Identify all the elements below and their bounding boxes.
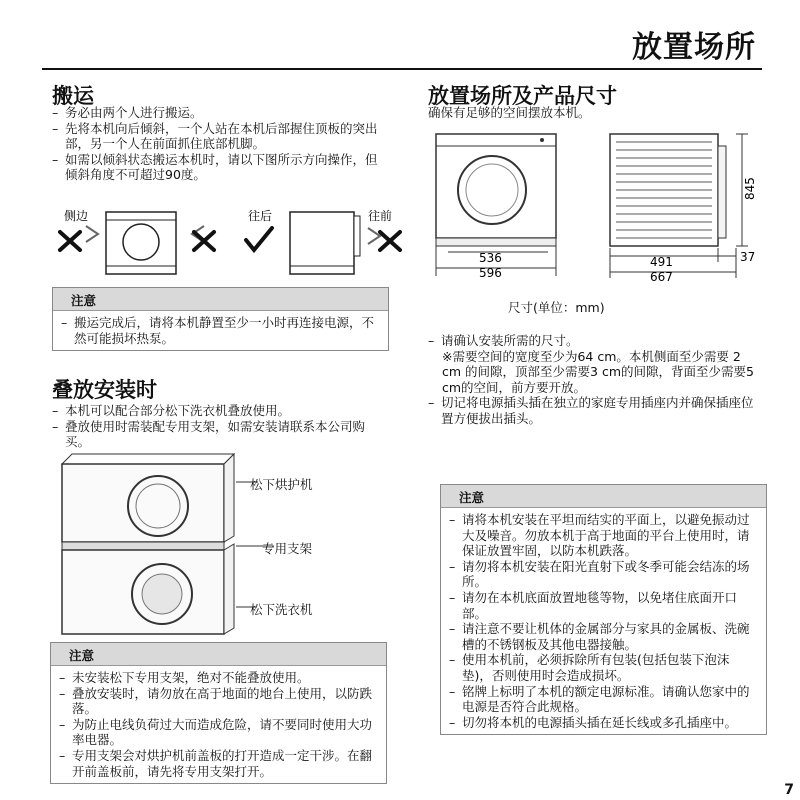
stacked-machines-diagram <box>58 452 358 638</box>
label-dryer: 松下烘护机 <box>250 477 313 492</box>
cross-icon <box>380 232 400 250</box>
dim-total-depth: 667 <box>650 270 673 284</box>
washer-icon <box>62 544 234 634</box>
list-item: – 务必由两个人进行搬运。 <box>52 105 387 121</box>
spacing-note: ※需要空间的宽度至少为64 cm。本机侧面至少需要 2 cm 的间隙，顶部至少需要3 cm的间隙，背面至少需要5 cm的空间，前方要开放。 <box>442 348 754 395</box>
stacking-heading: 叠放安装时 <box>52 378 157 402</box>
list-item: – 请确认安装所需的尺寸。 <box>428 333 758 349</box>
front-view-icon <box>436 134 556 246</box>
note-title: 注意 <box>441 485 766 508</box>
title-divider <box>42 68 762 70</box>
dim-body-depth: 491 <box>650 255 673 269</box>
list-item: – 为防止电线负荷过大而造成危险，请不要同时使用大功率电器。 <box>59 717 378 748</box>
arrow-icon <box>86 226 98 242</box>
check-icon <box>246 228 272 250</box>
note-title: 注意 <box>53 288 388 311</box>
stacking-note <box>50 642 387 784</box>
dryer-side-icon <box>290 212 360 274</box>
dim-height: 845 <box>743 177 757 200</box>
install-note <box>440 484 767 735</box>
dim-knob-depth: 37 <box>740 250 756 264</box>
moving-heading: 搬运 <box>52 84 94 108</box>
dim-total-width: 596 <box>479 266 502 280</box>
moving-list <box>52 105 387 183</box>
list-item: – 专用支架会对烘护机前盖板的打开造成一定干涉。在翻开前盖板前，请先将专用支架打开。 <box>59 748 378 779</box>
list-item: – 叠放安装时，请勿放在高于地面的地台上使用，以防跌落。 <box>59 686 378 717</box>
dim-front-width: 536 <box>479 251 502 265</box>
label-front: 往前 <box>368 209 393 223</box>
moving-note <box>52 287 389 351</box>
note-title: 注意 <box>51 643 386 666</box>
label-back: 往后 <box>248 209 273 223</box>
list-item: – 切勿将本机的电源插头插在延长线或多孔插座中。 <box>449 715 758 731</box>
dryer-front-icon <box>106 212 176 274</box>
dimensions-intro: 确保有足够的空间摆放本机。 <box>428 105 591 120</box>
list-item: – 切记将电源插头插在独立的家庭专用插座内并确保插座位置方便拔出插头。 <box>428 395 758 426</box>
list-item: – 使用本机前，必须拆除所有包装(包括包装下泡沫垫)，否则使用时会造成损坏。 <box>449 652 758 683</box>
dimensions-list <box>428 333 758 427</box>
page-number: 7 <box>784 782 794 798</box>
list-item: – 未安装松下专用支架，绝对不能叠放使用。 <box>59 670 378 686</box>
list-item: – 铭牌上标明了本机的额定电源标准。请确认您家中的电源是否符合此规格。 <box>449 684 758 715</box>
side-view-icon <box>610 134 726 246</box>
list-item: – 请将本机安装在平坦而结实的平面上，以避免振动过大及噪音。勿放本机于高于地面的平台上使用时，请保证放置牢固，以防本机跌落。 <box>449 512 758 559</box>
list-item: – 叠放使用时需装配专用支架，如需安装请联系本公司购买。 <box>52 419 387 450</box>
stacking-list <box>52 403 387 450</box>
bracket-icon <box>62 542 224 550</box>
list-item: – 搬运完成后，请将本机静置至少一小时再连接电源，不然可能损坏热泵。 <box>61 315 380 346</box>
list-item: – 请勿在本机底面放置地毯等物，以免堵住底面开口部。 <box>449 590 758 621</box>
label-bracket: 专用支架 <box>262 541 313 556</box>
unit-caption: 尺寸(单位：mm) <box>508 300 605 315</box>
list-item: – 如需以倾斜状态搬运本机时，请以下图所示方向操作，但倾斜角度不可超过90度。 <box>52 152 387 183</box>
list-item: – 先将本机向后倾斜，一个人站在本机后部握住顶板的突出部，另一个人在前面抓住底部机脚。 <box>52 121 387 152</box>
list-item: – 请勿将本机安装在阳光直射下或冬季可能会结冻的场所。 <box>449 559 758 590</box>
dimensions-heading: 放置场所及产品尺寸 <box>428 84 617 108</box>
tilt-diagram <box>50 206 410 280</box>
arrow-icon <box>368 228 380 244</box>
dimension-diagram <box>424 126 768 286</box>
list-item: – 本机可以配合部分松下洗衣机叠放使用。 <box>52 403 387 419</box>
label-side: 侧边 <box>64 209 89 223</box>
label-washer: 松下洗衣机 <box>250 602 313 617</box>
cross-icon <box>194 232 214 250</box>
list-item: – 请注意不要让机体的金属部分与家具的金属板、洗碗槽的不锈钢板及其他电器接触。 <box>449 621 758 652</box>
cross-icon <box>60 232 80 250</box>
dryer-icon <box>62 454 234 542</box>
page-title: 放置场所 <box>632 30 756 65</box>
